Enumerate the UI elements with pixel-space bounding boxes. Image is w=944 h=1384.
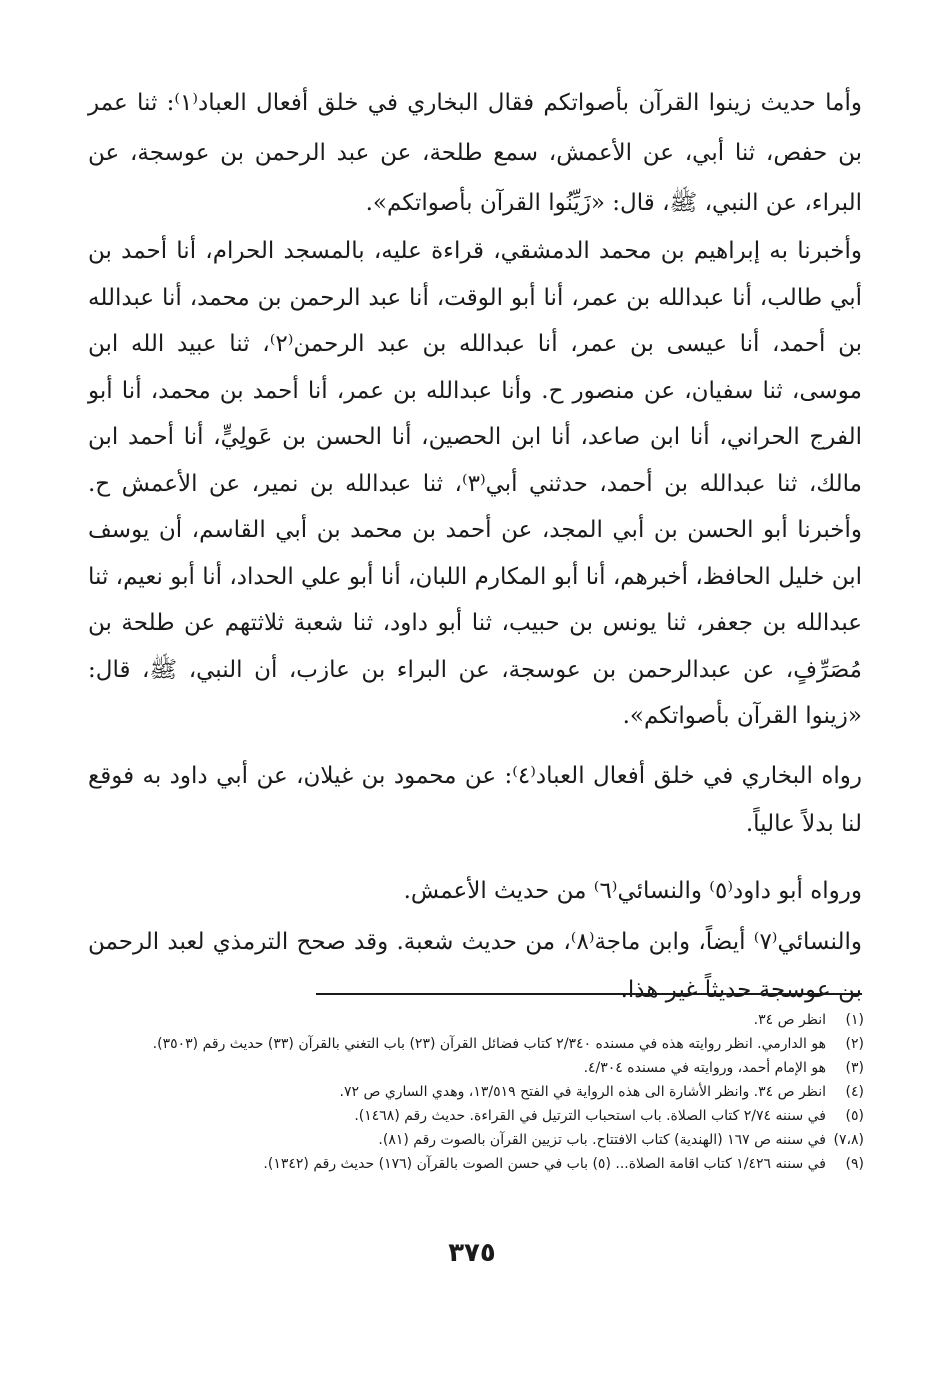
paragraph-2: وأخبرنا به إبراهيم بن محمد الدمشقي، قراءة عليه، بالمسجد الحرام، أنا أحمد بن أبي طالب، أنا عبدالله بن عمر، أنا أبو الوقت، أنا عبد الرحمن بن محمد، أنا عبدالله بن أحمد، أنا عيسى بن عمر، أنا عبدالله بن عبد الرحمن⁽٢⁾، ثنا عبيد الله ابن موسى، ثنا سفيان، عن منصور ح. وأنا عبدالله بن عمر، أنا أحمد بن محمد، أنا أبو الفرج الحراني، أنا ابن صاعد، أنا ابن الحصين، أنا الحسن بن عَولِيٍّ، أنا أحمد ابن مالك، ثنا عبدالله بن أحمد، حدثني أبي⁽٣⁾، ثنا عبدالله بن نمير، عن الأعمش ح. وأخبرنا أبو الحسن بن أبي المجد، عن أحمد بن محمد بن أبي القاسم، أن يوسف ابن خليل الحافظ، أخبرهم، أنا أبو المكارم اللبان، أنا أبو علي الحداد، أنا أبو نعيم، ثنا عبدالله بن جعفر، ثنا يونس بن حبيب، ثنا أبو داود، ثنا شعبة ثلاثتهم عن طلحة بن مُصَرِّفٍ، عن عبدالرحمن بن عوسجة، عن البراء بن عازب، أن النبي، ﷺ، قال: «زينوا القرآن بأصواتكم».: [88, 238, 862, 729]
main-text: [88, 78, 862, 1014]
footnote-number: (٥): [845, 1108, 864, 1124]
footnote-number: (٩): [845, 1156, 864, 1172]
footnote-number: (٢): [845, 1036, 864, 1052]
footnote-text: انظر ص ٣٤. وانظر الأشارة الى هذه الرواية في الفتح ١٣/٥١٩، وهدي الساري ص ٧٢.: [339, 1084, 826, 1100]
footnote: [112, 1008, 864, 1032]
paragraph-4: ورواه أبو داود⁽٥⁾ والنسائي⁽٦⁾ من حديث الأعمش.: [403, 877, 862, 904]
footnote-number: (٤): [845, 1084, 864, 1100]
footnote: [112, 1104, 864, 1128]
footnote-text: في سننه ٢/٧٤ كتاب الصلاة. باب استحباب الترتيل في القراءة. حديث رقم (١٤٦٨).: [354, 1108, 826, 1124]
footnote-divider: [316, 993, 862, 995]
footnote: [112, 1080, 864, 1104]
footnote: [112, 1056, 864, 1080]
paragraph-5: والنسائي⁽٧⁾ أيضاً، وابن ماجة⁽٨⁾، من حديث شعبة. وقد صحح الترمذي لعبد الرحمن بن عوسجة حديثاً غير هذا.: [88, 928, 862, 1003]
paragraph-1: وأما حديث زينوا القرآن بأصواتكم فقال البخاري في خلق أفعال العباد⁽١⁾: ثنا عمر بن حفص، ثنا أبي، عن الأعمش، سمع طلحة، عن عبد الرحمن بن عوسجة، عن البراء، عن النبي، ﷺ، قال: «زَيِّنُوا القرآن بأصواتكم».: [88, 90, 862, 216]
footnote: [112, 1128, 864, 1152]
footnote-text: في سننه ١/٤٢٦ كتاب اقامة الصلاة... (٥) باب في حسن الصوت بالقرآن (١٧٦) حديث رقم (١٣٤٢).: [263, 1156, 826, 1172]
footnote-number: (١): [845, 1012, 864, 1028]
footnote-text: هو الدارمي. انظر روايته هذه في مسنده ٢/٣٤٠ كتاب فضائل القرآن (٢٣) باب التغني بالقرآن (٣٣) حديث رقم (٣٥٠٣).: [152, 1036, 826, 1052]
paragraph-3: رواه البخاري في خلق أفعال العباد⁽٤⁾: عن محمود بن غيلان، عن أبي داود به فوقع لنا بدلاً عالياً.: [88, 762, 862, 837]
footnote-text: في سننه ص ١٦٧ (الهندية) كتاب الافتتاح. باب تزيين القرآن بالصوت رقم (٨١).: [378, 1132, 826, 1148]
page-number: ٣٧٥: [448, 1238, 496, 1268]
footnote-text: هو الإمام أحمد، وروايته في مسنده ٤/٣٠٤.: [583, 1060, 826, 1076]
footnote-number: (٣): [845, 1060, 864, 1076]
footnotes: [112, 1008, 864, 1176]
footnote: [112, 1032, 864, 1056]
footnote-number: (٧،٨): [833, 1132, 864, 1148]
footnote-text: انظر ص ٣٤.: [753, 1012, 826, 1028]
footnote: [112, 1152, 864, 1176]
